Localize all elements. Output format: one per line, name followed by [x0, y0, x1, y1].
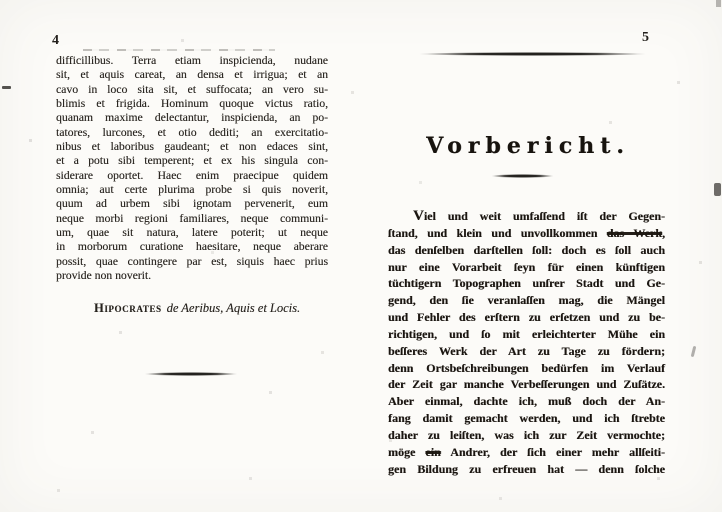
- line-text: Viel und weit umfaſſend iſt der Gegen-: [413, 208, 665, 224]
- line-text: das denſelben darſtellen ſoll: doch es ſoll auch: [388, 242, 665, 257]
- german-line: [388, 326, 665, 343]
- latin-line: nibus et laboribus gaudeant; et non edaces sint,: [56, 140, 328, 154]
- german-line: [388, 444, 665, 461]
- latin-line: difficillibus. Terra etiam inspicienda, nudane: [56, 54, 328, 67]
- line-text: tüchtigern Topographen unſrer Stadt und Ge-: [388, 276, 665, 291]
- line-text: und Fehler des erſtern zu erſetzen und zu be-: [388, 310, 665, 325]
- left-header-ghost-rule: [83, 49, 275, 51]
- line-text: ,: [662, 225, 665, 240]
- german-line: [388, 259, 665, 276]
- latin-line: provide non noverit.: [56, 269, 152, 283]
- line-text: gen Bildung zu erfreuen hat — denn ſolche: [388, 461, 665, 476]
- latin-line: in morborum curatione haesitare, neque aberare: [56, 240, 328, 254]
- latin-paragraph: [56, 54, 328, 284]
- german-line: [388, 427, 665, 444]
- line-text: beſſeres Werk der Art zu Tage zu fördern;: [388, 343, 665, 358]
- line-text: Andrer, der ſich einer mehr allſeiti-: [440, 444, 665, 459]
- german-line: [388, 376, 665, 393]
- latin-line: quanam maxime delectantur, inspicienda, an po-: [56, 111, 328, 125]
- line-text: denn Ortsbeſchreibungen bedürfen im Verlauf: [388, 360, 665, 375]
- german-line: [388, 225, 665, 242]
- german-line: [388, 292, 665, 309]
- scan-artifact: [714, 183, 721, 196]
- latin-line: possit, quae contingere par est, siquis haec prius: [56, 254, 328, 268]
- latin-line: et a potu sibi temperent; et ex his singula con-: [56, 154, 328, 168]
- right-page-number: 5: [642, 30, 649, 45]
- scan-artifact: [2, 86, 11, 89]
- german-line: [388, 343, 665, 360]
- german-line: [388, 461, 665, 478]
- right-header-rule: [417, 52, 648, 56]
- line-text: daher zu leiſten, was ich zur Zeit vermochte;: [388, 427, 665, 442]
- line-text: Aber einmal, dachte ich, muß doch der An-: [388, 394, 665, 409]
- citation-line: [94, 301, 300, 316]
- section-heading: Vorbericht.: [426, 133, 630, 159]
- german-line: [388, 410, 665, 427]
- latin-line: quum ad urbem sibi ignotam pervenerit, eum: [56, 197, 328, 211]
- latin-line: sit, et aquis careat, an densa et irrigua; et an: [56, 68, 328, 82]
- struck-text: ein: [425, 444, 441, 459]
- german-line: [388, 360, 665, 377]
- german-line: [388, 393, 665, 410]
- line-text: der Zeit gar manche Verbeſſerungen und Zuſätze.: [388, 377, 665, 392]
- struck-text: das Werk: [606, 225, 662, 240]
- left-section-rule: [144, 372, 238, 376]
- german-paragraph: [388, 208, 665, 478]
- german-line: [388, 208, 665, 225]
- line-text: nur eine Vorarbeit ſeyn für einen künftigen: [388, 259, 665, 274]
- line-text: fang damit gemacht werden, und ich ſtrebte: [388, 411, 665, 426]
- scan-artifact: [716, 0, 721, 7]
- citation-work: de Aeribus, Aquis et Locis.: [166, 301, 301, 315]
- latin-line: tatores, lurcones, et otio dediti; an exercitatio-: [56, 125, 328, 139]
- latin-line: omnia; aut certe plurima probe si quis noverit,: [56, 183, 328, 197]
- line-text: ſtand, und klein und unvollkommen: [388, 225, 607, 240]
- latin-line: siderare oportet. Haec enim praecipue quidem: [56, 168, 328, 182]
- latin-line: um, quae sit natura, latere poterit; ut neque: [56, 226, 328, 240]
- german-line: [388, 242, 665, 259]
- german-line: [388, 309, 665, 326]
- latin-line: neque morbi regioni familiares, neque communi-: [56, 211, 328, 225]
- scan-artifact: [691, 346, 697, 357]
- german-line: [388, 275, 665, 292]
- scan-noise: [0, 0, 1, 1]
- latin-line: blimis et frigida. Hominum quoque victus ratio,: [56, 97, 328, 111]
- line-text: möge: [388, 444, 426, 459]
- citation-author: Hipocrates: [94, 301, 162, 315]
- line-text: richtigen, und ſo mit erleichterter Mühe ein: [388, 326, 665, 341]
- latin-line: cavo in loco sita sit, et suffocata; an vero su-: [56, 82, 328, 96]
- heading-rule: [491, 174, 554, 178]
- line-text: gend, den ſie veranlaſſen mag, die Mängel: [388, 293, 665, 308]
- left-page-number: 4: [52, 33, 59, 48]
